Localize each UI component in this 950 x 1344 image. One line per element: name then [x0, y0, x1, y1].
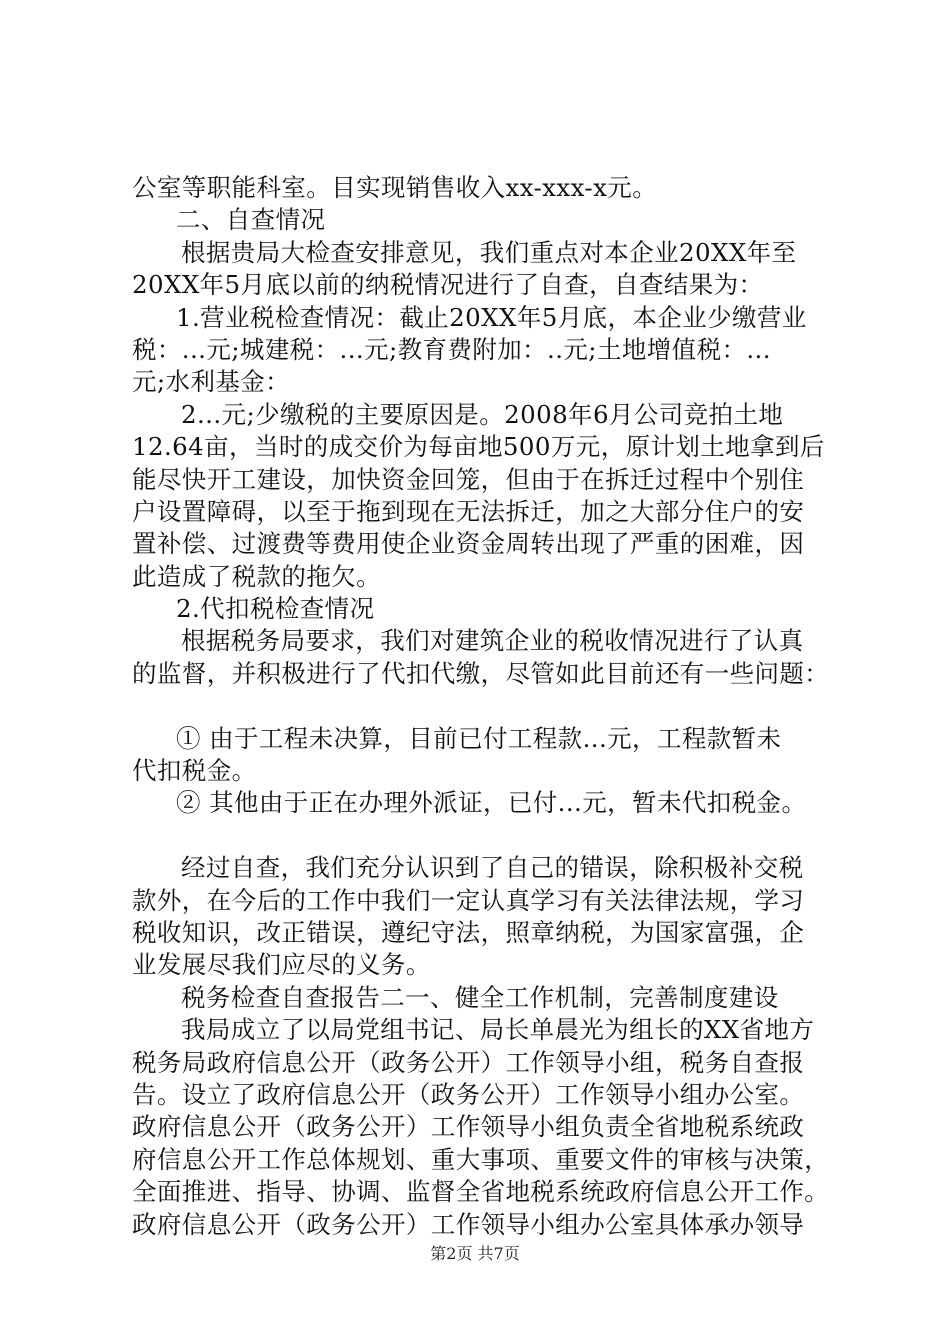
body-line: 业发展尽我们应尽的义务。 [132, 950, 431, 980]
body-line: 置补偿、过渡费等费用使企业资金周转出现了严重的困难，因 [132, 529, 805, 559]
section-heading: 二、自查情况 [176, 205, 326, 235]
body-line: 府信息公开工作总体规划、重大事项、重要文件的审核与决策， [132, 1144, 830, 1174]
body-line: 根据贵局大检查安排意见，我们重点对本企业20XX年至 [181, 237, 797, 267]
body-line: 经过自查，我们充分认识到了自己的错误，除积极补交税 [181, 853, 804, 883]
body-line: 政府信息公开（政务公开）工作领导小组负责全省地税系统政 [132, 1112, 805, 1142]
blank-line [132, 820, 842, 852]
body-line: 20XX年5月底以前的纳税情况进行了自查，自查结果为： [132, 270, 764, 300]
body-line: 税：...元;城建税：...元;教育费附加：..元;土地增值税：... [132, 334, 771, 364]
body-line: 能尽快开工建设，加快资金回笼，但由于在拆迁过程中个别住 [132, 464, 805, 494]
list-item: ① 由于工程未决算，目前已付工程款...元，工程款暂未 [176, 723, 782, 753]
body-line: 税收知识，改正错误，遵纪守法，照章纳税，为国家富强，企 [132, 917, 805, 947]
body-line: 款外，在今后的工作中我们一定认真学习有关法律法规，学习 [132, 885, 805, 915]
body-line: 全面推进、指导、协调、监督全省地税系统政府信息公开工作。 [132, 1177, 830, 1207]
body-line: 2...元;少缴税的主要原因是。2008年6月公司竞拍土地 [181, 399, 784, 429]
body-line: 根据税务局要求，我们对建筑企业的税收情况进行了认真 [181, 626, 804, 656]
section-heading: 2.代扣税检查情况 [176, 594, 375, 624]
document-body [132, 172, 842, 1241]
body-line: 元;水利基金： [132, 367, 291, 397]
page-number-footer: 第2页 共7页 [430, 1244, 520, 1263]
body-line: 公室等职能科室。目实现销售收入xx-xxx-x元。 [132, 173, 658, 202]
body-line: 政府信息公开（政务公开）工作领导小组办公室具体承办领导 [132, 1209, 805, 1239]
body-line: 12.64亩，当时的成交价为每亩地500万元，原计划土地拿到后 [132, 432, 825, 462]
body-line: 税务局政府信息公开（政务公开）工作领导小组，税务自查报 [132, 1047, 805, 1077]
body-line: 的监督，并积极进行了代扣代缴，尽管如此目前还有一些问题： [132, 658, 830, 688]
body-line: 此造成了税款的拖欠。 [132, 561, 381, 591]
body-line: 告。设立了政府信息公开（政务公开）工作领导小组办公室。 [132, 1079, 805, 1109]
body-line: 我局成立了以局党组书记、局长单晨光为组长的XX省地方 [181, 1015, 815, 1045]
body-line: 代扣税金。 [132, 756, 257, 786]
blank-line [132, 690, 842, 722]
section-heading: 税务检查自查报告二一、健全工作机制，完善制度建设 [181, 982, 779, 1012]
list-item: ② 其他由于正在办理外派证，已付...元，暂未代扣税金。 [176, 788, 807, 818]
body-line: 户设置障碍，以至于拖到现在无法拆迁，加之大部分住户的安 [132, 496, 805, 526]
body-line: 1.营业税检查情况：截止20XX年5月底，本企业少缴营业 [176, 302, 807, 332]
